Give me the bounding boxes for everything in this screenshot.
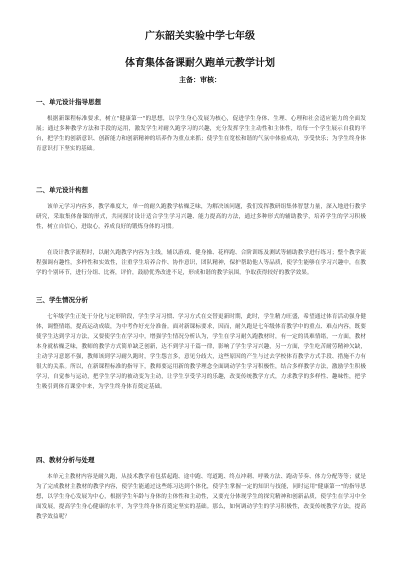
- section-student-analysis: [36, 295, 366, 458]
- section-heading: 三、学生情况分析: [36, 296, 88, 304]
- section-design-concept: [36, 185, 366, 304]
- section-heading: 一、单元设计指导思想: [36, 98, 101, 106]
- section-paragraph: 在设计教学流程时，以耐久跑教学内容为主线，辅以游戏、健身操、花样跑、合阶训练及测试等辅助教学进行练习；整个教学流程强调有趣性，多样性和实效性，注重学生培养合作、协作意识，团队精神，保护帮助他人等品质，使学生能够在学习兴趣中，在教学的个别环节，进行分组、比赛，评价，鼓励优秀改进不足，形成和谐的教学氛围，争取获得较好的教学效果。: [36, 250, 366, 276]
- section-heading: 二、单元设计构想: [36, 186, 88, 194]
- preparer-line: 主备：审核：: [179, 75, 221, 84]
- section-paragraph: 该单元学习内容多，教学难度大，单一的耐久跑教学枯燥乏味，为解决该问题，我们发挥教研组集体智慧力量，深入地进行教学研究，采取集体备课的形式，共同探讨设计适合学生学习兴趣、能力提高的方法，通过多种形式的辅助教学，培养学生的学习积极性，树立自信心，进取心，养成良好的锻炼身体的习惯。: [36, 204, 366, 230]
- section-guiding-ideology: [36, 97, 366, 180]
- school-name: 广东韶关实验中学七年级: [145, 31, 255, 42]
- document-title: 体育集体备课耐久跑单元教学计划: [125, 58, 275, 69]
- section-paragraph: 七年级学生正处于分化与定形阶段，学生学习习惯、学习方式在交替更新时期，此时，学生精力旺盛，希望通过体育活动强身健体，调整情绪，提高运动成绩，为中考作好充分准备。面对新课标要求，因而，耐久跑是七年级体育教学中的重点、难点内容，既要使学生达到学习方法，又要使学生在学习中，增强学生情况分析认为，学生在学习耐久跑教材时，有一定的畏难情绪，一方面，教材本身就枯燥乏味，教师的教学方式简单缺乏创新，达不到学习千篇一律，影响了学生学习兴趣，另一方面，学生吃苦耐劳精神欠缺，主动学习意愿不强，教师该到学习耐久跑时，学生怨言多，意见分歧大，这些原因的产生与过去学校体育教学方式手段、措施不力有很大的关系。所以，在新课程标准的指导下，教师要运用新的教学理念全面调动学生学习积极性，结合多样教学方法，激励学生积极学习，自觉参与运动，把学生学习的被动变为主动，让学生享受学习的乐趣，改变传统教学方式，力求教学的多样性、趣味性，把学生吸引到体育课堂中来，为学生终身体育奠定基础。: [36, 314, 366, 390]
- section-paragraph: 本单元主教材内容是耐久跑，从技术教学看包括起跑、途中跑、弯道跑、终点冲刺、呼吸方法、跑动节奏、体力分配等等；就是为了完成教材主教材的教学内容，使学生能通过这些练习达到个体化，使学生掌握一定的知识与技能，同时运用"健康第一"的指导思想，以学生身心发展为中心，根据学生年龄与身体的主体性和主动性，又要充分体现学生的探究精神和创新品质，使学生在学习中全面发展，提高学生身心健康的水平，为学生终身体育奠定坚实的基础。那么，如何调动学生的学习积极性，改变传统教学方法，提高教学效益呢？: [36, 474, 366, 520]
- section-material-analysis: [36, 455, 366, 568]
- section-paragraph: 根据新课程标准要求，树立"健康第一"的思想，以学生身心发展为核心，促进学生身体、生理、心理和社会适应能力的全面发展；通过多种教学方法和手段的运用，激发学生对耐久跑学习的兴趣，充分发挥学生主动性和主体性，给每一个学生展示自我的平台，把学生的创新意识、创新能力和创新精神的培养作为重点来抓；使学生在宽松和谐的气氛中体验成功，享受快乐；为学生终身体育意识打下坚实的基础。: [36, 116, 366, 152]
- section-heading: 四、教材分析与处理: [36, 456, 95, 464]
